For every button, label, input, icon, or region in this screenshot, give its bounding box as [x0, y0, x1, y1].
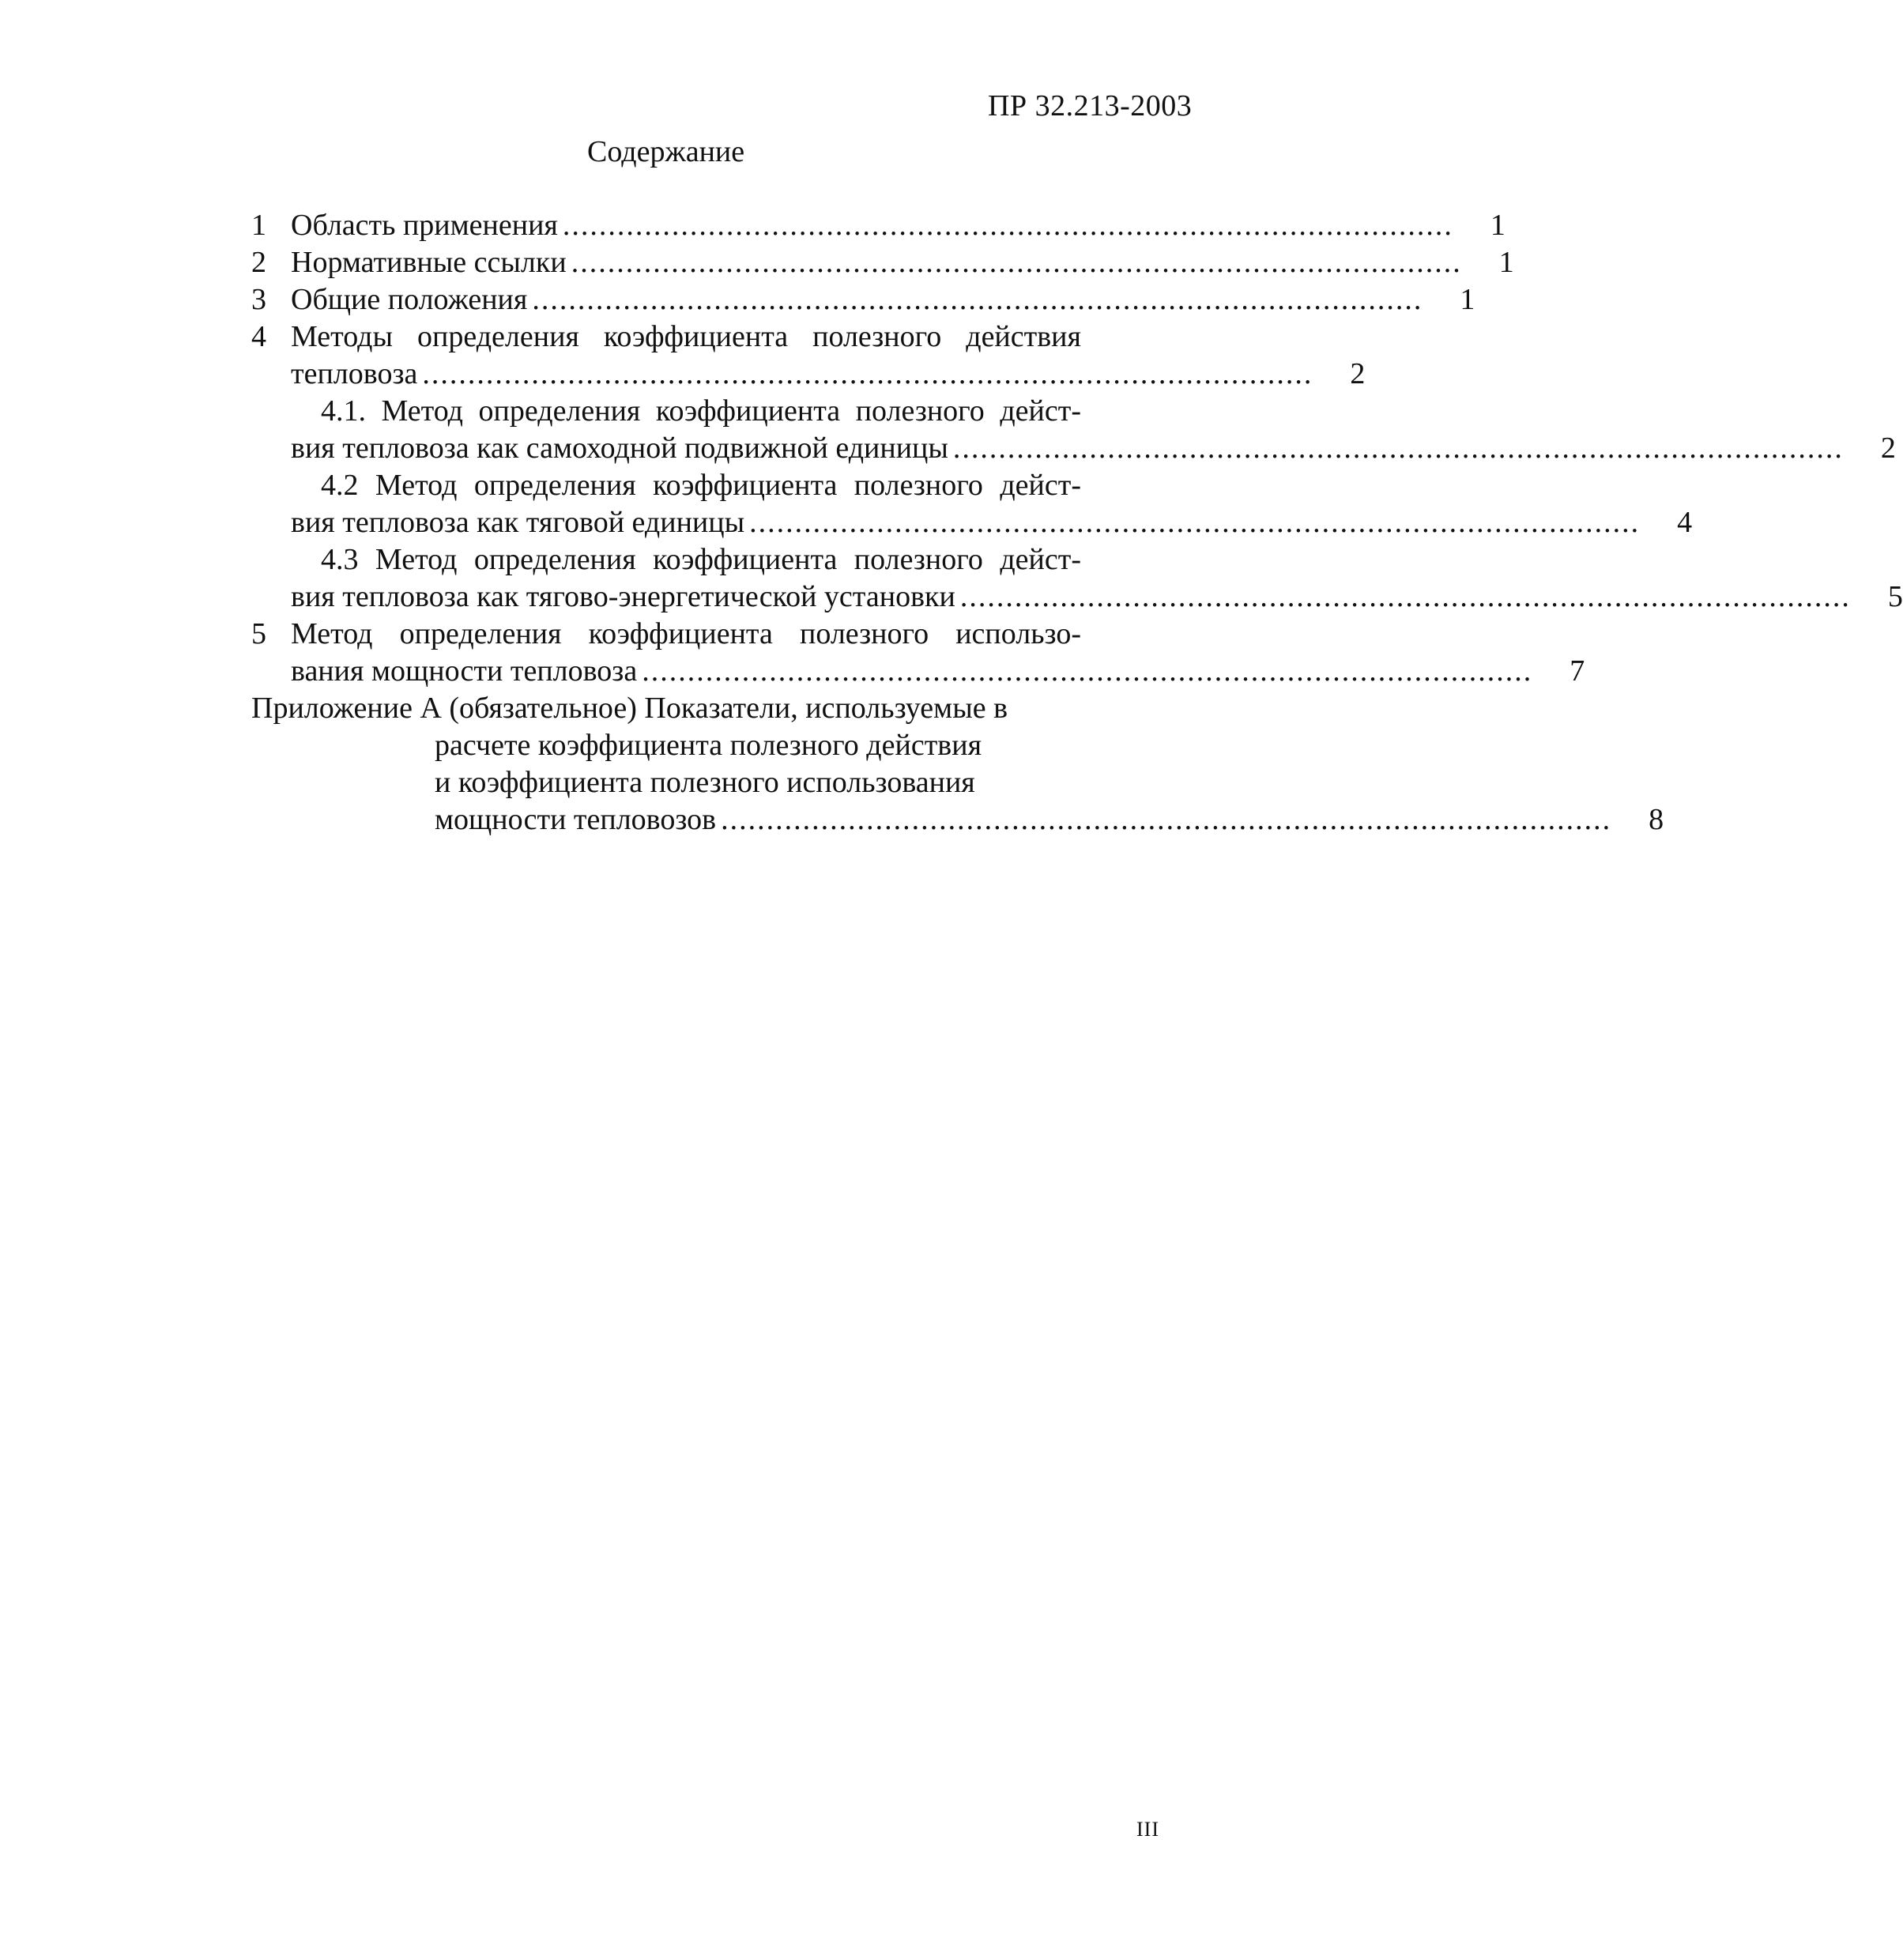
toc-appendix-title-line-1: Приложение А (обязательное) Показатели, используемые в — [251, 692, 1008, 725]
toc-item-title-line-2: вания мощности тепловоза — [291, 654, 638, 688]
toc-item-page: 2 — [1350, 357, 1366, 390]
page-number: III — [1136, 1818, 1159, 1841]
toc-item-title-line-1: Методы определения коэффициента полезного действия — [291, 320, 1081, 353]
toc-item-number: 1 — [251, 209, 266, 242]
toc-item-title-line-2: тепловоза — [291, 357, 418, 390]
dot-leader: .................................................................................................. — [562, 209, 1453, 242]
toc-item-4-2-line-1[interactable] — [251, 467, 1144, 504]
toc-appendix-page: 8 — [1649, 803, 1664, 836]
toc-item-title-line-1: 4.3 Метод определения коэффициента полезного дейст- — [321, 543, 1081, 576]
toc-item-title-line-2: вия тепловоза как тягово-энергетической установки — [291, 580, 955, 613]
toc-item-title-line-1: 4.1. Метод определения коэффициента полезного дейст- — [321, 394, 1081, 428]
dot-leader: .................................................................................................. — [571, 246, 1462, 279]
toc-item-1[interactable] — [251, 207, 1505, 244]
dot-leader: .................................................................................................. — [959, 580, 1851, 613]
toc-item-number: 5 — [251, 617, 266, 650]
toc-item-3[interactable] — [251, 281, 1475, 318]
toc-item-number: 4 — [251, 320, 266, 353]
toc-item-5-line-2[interactable] — [251, 653, 1585, 690]
table-of-contents — [251, 207, 1903, 839]
toc-appendix-line-4[interactable] — [251, 801, 1664, 839]
toc-item-page: 1 — [1498, 246, 1514, 279]
toc-item-4-1-line-1[interactable] — [251, 393, 1144, 430]
toc-item-page: 2 — [1880, 432, 1896, 465]
document-code: ПР 32.213-2003 — [988, 89, 1193, 122]
toc-appendix-line-3 — [251, 764, 1144, 801]
dot-leader: .................................................................................................. — [721, 803, 1612, 836]
toc-item-title: Общие положения — [291, 283, 528, 316]
toc-item-4-line-2[interactable] — [251, 356, 1366, 393]
toc-item-page: 4 — [1677, 506, 1693, 539]
toc-item-title-line-2: вия тепловоза как самоходной подвижной единицы — [291, 432, 948, 465]
toc-item-page: 1 — [1460, 283, 1475, 316]
toc-item-title-line-1: 4.2 Метод определения коэффициента полезного дейст- — [321, 469, 1081, 502]
dot-leader: .................................................................................................. — [642, 654, 1533, 688]
toc-item-4-3-line-1[interactable] — [251, 541, 1144, 579]
toc-item-4-2-line-2[interactable] — [251, 504, 1693, 541]
toc-item-5-line-1[interactable] — [251, 616, 1144, 653]
dot-leader: .................................................................................................. — [422, 357, 1313, 390]
toc-item-4-1-line-2[interactable] — [251, 430, 1896, 467]
toc-item-2[interactable] — [251, 244, 1514, 281]
toc-appendix-title-line-2: расчете коэффициента полезного действия — [435, 729, 982, 762]
toc-item-title-line-2: вия тепловоза как тяговой единицы — [291, 506, 745, 539]
toc-appendix-line-2 — [251, 727, 1144, 764]
toc-appendix-line-1[interactable] — [251, 690, 1144, 727]
toc-appendix-title-line-4: мощности тепловозов — [435, 803, 717, 836]
toc-item-title: Нормативные ссылки — [291, 246, 567, 279]
toc-item-number: 2 — [251, 246, 266, 279]
toc-item-page: 1 — [1490, 209, 1505, 242]
toc-item-number: 3 — [251, 283, 266, 316]
toc-title: Содержание — [587, 135, 745, 168]
dot-leader: .................................................................................................. — [532, 283, 1423, 316]
toc-item-title-line-1: Метод определения коэффициента полезного использо- — [291, 617, 1081, 650]
toc-item-4-3-line-2[interactable] — [251, 579, 1903, 616]
toc-item-4-line-1[interactable] — [251, 318, 1144, 356]
toc-item-page: 7 — [1570, 654, 1585, 688]
toc-appendix-title-line-3: и коэффициента полезного использования — [435, 766, 975, 799]
toc-item-title: Область применения — [291, 209, 558, 242]
toc-item-page: 5 — [1887, 580, 1903, 613]
dot-leader: .................................................................................................. — [952, 432, 1844, 465]
dot-leader: .................................................................................................. — [749, 506, 1641, 539]
